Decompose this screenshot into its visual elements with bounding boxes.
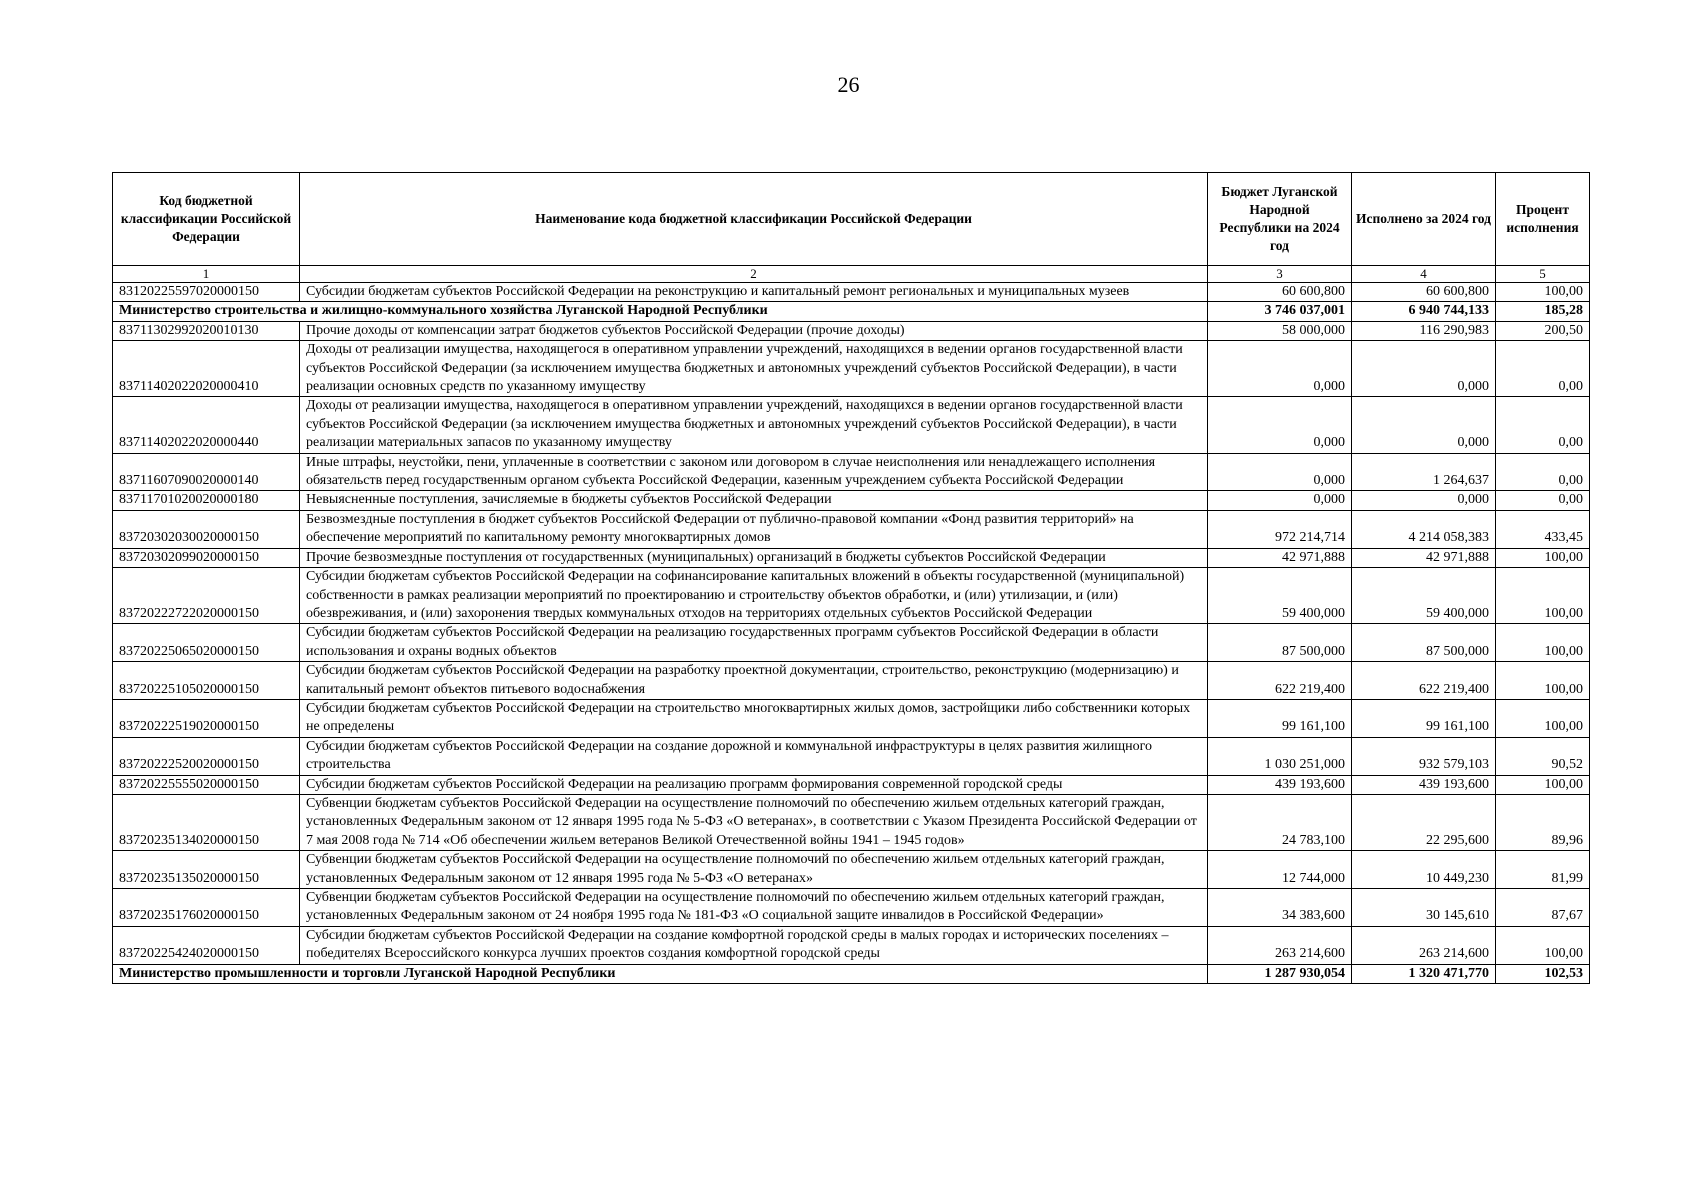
code-name: Невыясненные поступления, зачисляемые в бюджеты субъектов Российской Федерации	[300, 491, 1208, 510]
budget-code: 83720222519020000150	[113, 699, 300, 737]
section-title: Министерство строительства и жилищно-коммунального хозяйства Луганской Народной Республики	[113, 302, 1208, 321]
code-name: Субсидии бюджетам субъектов Российской Федерации на разработку проектной документации, строительство, реконструкцию (модернизацию) и капитальный ремонт объектов питьевого водоснабжения	[300, 662, 1208, 700]
executed-value: 6 940 744,133	[1352, 302, 1496, 321]
budget-code: 83720235176020000150	[113, 889, 300, 927]
code-name: Субсидии бюджетам субъектов Российской Федерации на создание комфортной городской среды в малых городах и исторических поселениях – победителях Всероссийского конкурса лучших проектов создания комфортной городской среды	[300, 926, 1208, 964]
code-name: Безвозмездные поступления в бюджет субъектов Российской Федерации от публично-правовой компании «Фонд развития территорий» на обеспечение мероприятий по капитальному ремонту многоквартирных домов	[300, 510, 1208, 548]
budget-value: 12 744,000	[1208, 851, 1352, 889]
table-row	[113, 737, 1590, 775]
budget-value: 59 400,000	[1208, 568, 1352, 624]
section-total-row	[113, 964, 1590, 983]
executed-value: 0,000	[1352, 491, 1496, 510]
table-row	[113, 491, 1590, 510]
header-code: Код бюджетной классификации Российской Федерации	[113, 173, 300, 266]
code-name: Иные штрафы, неустойки, пени, уплаченные в соответствии с законом или договором в случае неисполнения или ненадлежащего исполнения обязательств перед государственным органом субъекта Российской Федерации, казенным учреждением субъекта Российской Федерации	[300, 453, 1208, 491]
executed-value: 4 214 058,383	[1352, 510, 1496, 548]
budget-code: 83720225105020000150	[113, 662, 300, 700]
executed-value: 932 579,103	[1352, 737, 1496, 775]
table-row	[113, 548, 1590, 567]
code-name: Субсидии бюджетам субъектов Российской Федерации на строительство многоквартирных жилых домов, застройщики либо собственники которых не определены	[300, 699, 1208, 737]
percent-value: 0,00	[1496, 397, 1590, 453]
table-body	[113, 283, 1590, 984]
budget-value: 263 214,600	[1208, 926, 1352, 964]
header-executed: Исполнено за 2024 год	[1352, 173, 1496, 266]
code-name: Субсидии бюджетам субъектов Российской Федерации на реализацию программ формирования современной городской среды	[300, 775, 1208, 794]
budget-value: 0,000	[1208, 341, 1352, 397]
table-row	[113, 889, 1590, 927]
budget-code: 83720235134020000150	[113, 794, 300, 850]
table-row	[113, 341, 1590, 397]
table-row	[113, 453, 1590, 491]
code-name: Доходы от реализации имущества, находящегося в оперативном управлении учреждений, находящихся в ведении органов государственной власти субъектов Российской Федерации (за исключением имущества бюджетных и автономных учреждений субъектов Российской Федерации), в части реализации основных средств по указанному имуществу	[300, 341, 1208, 397]
executed-value: 59 400,000	[1352, 568, 1496, 624]
column-numbers-row	[113, 266, 1590, 283]
header-name: Наименование кода бюджетной классификации Российской Федерации	[300, 173, 1208, 266]
budget-value: 58 000,000	[1208, 321, 1352, 340]
percent-value: 185,28	[1496, 302, 1590, 321]
budget-value: 0,000	[1208, 453, 1352, 491]
budget-value: 24 783,100	[1208, 794, 1352, 850]
code-name: Субсидии бюджетам субъектов Российской Федерации на софинансирование капитальных вложений в объекты государственной (муниципальной) собственности в рамках реализации мероприятий по проектированию и строительству объектов обработки, и (или) утилизации, и (или) обезвреживания, и (или) захоронения твердых коммунальных отходов на территориях отдельных субъектов Российской Федерации	[300, 568, 1208, 624]
percent-value: 0,00	[1496, 341, 1590, 397]
budget-value: 972 214,714	[1208, 510, 1352, 548]
percent-value: 433,45	[1496, 510, 1590, 548]
budget-code: 83720235135020000150	[113, 851, 300, 889]
budget-value: 60 600,800	[1208, 283, 1352, 302]
budget-value: 1 287 930,054	[1208, 964, 1352, 983]
executed-value: 99 161,100	[1352, 699, 1496, 737]
code-name: Субсидии бюджетам субъектов Российской Федерации на создание дорожной и коммунальной инфраструктуры в целях развития жилищного строительства	[300, 737, 1208, 775]
executed-value: 116 290,983	[1352, 321, 1496, 340]
column-number: 5	[1496, 266, 1590, 283]
code-name: Субвенции бюджетам субъектов Российской Федерации на осуществление полномочий по обеспечению жильем отдельных категорий граждан, установленных Федеральным законом от 12 января 1995 года № 5-ФЗ «О ветеранах», в соответствии с Указом Президента Российской Федерации от 7 мая 2008 года № 714 «Об обеспечении жильем ветеранов Великой Отечественной войны 1941 – 1945 годов»	[300, 794, 1208, 850]
column-number: 2	[300, 266, 1208, 283]
table-row	[113, 926, 1590, 964]
budget-value: 439 193,600	[1208, 775, 1352, 794]
percent-value: 102,53	[1496, 964, 1590, 983]
budget-code: 83711402022020000410	[113, 341, 300, 397]
executed-value: 263 214,600	[1352, 926, 1496, 964]
budget-code: 83720302099020000150	[113, 548, 300, 567]
executed-value: 42 971,888	[1352, 548, 1496, 567]
code-name: Субсидии бюджетам субъектов Российской Федерации на реконструкцию и капитальный ремонт региональных и муниципальных музеев	[300, 283, 1208, 302]
executed-value: 30 145,610	[1352, 889, 1496, 927]
percent-value: 0,00	[1496, 453, 1590, 491]
table-row	[113, 321, 1590, 340]
percent-value: 90,52	[1496, 737, 1590, 775]
table-row	[113, 568, 1590, 624]
code-name: Субвенции бюджетам субъектов Российской Федерации на осуществление полномочий по обеспечению жильем отдельных категорий граждан, установленных Федеральным законом от 12 января 1995 года № 5-ФЗ «О ветеранах»	[300, 851, 1208, 889]
table-row	[113, 794, 1590, 850]
column-number: 3	[1208, 266, 1352, 283]
executed-value: 439 193,600	[1352, 775, 1496, 794]
percent-value: 100,00	[1496, 662, 1590, 700]
header-percent: Процент исполнения	[1496, 173, 1590, 266]
executed-value: 0,000	[1352, 341, 1496, 397]
budget-code: 83720222722020000150	[113, 568, 300, 624]
budget-value: 3 746 037,001	[1208, 302, 1352, 321]
code-name: Доходы от реализации имущества, находящегося в оперативном управлении учреждений, находящихся в ведении органов государственной власти субъектов Российской Федерации (за исключением имущества бюджетных и автономных учреждений субъектов Российской Федерации), в части реализации материальных запасов по указанному имуществу	[300, 397, 1208, 453]
percent-value: 100,00	[1496, 775, 1590, 794]
table-row	[113, 283, 1590, 302]
table-row	[113, 775, 1590, 794]
code-name: Прочие безвозмездные поступления от государственных (муниципальных) организаций в бюджеты субъектов Российской Федерации	[300, 548, 1208, 567]
executed-value: 1 264,637	[1352, 453, 1496, 491]
code-name: Субвенции бюджетам субъектов Российской Федерации на осуществление полномочий по обеспечению жильем отдельных категорий граждан, установленных Федеральным законом от 24 ноября 1995 года № 181-ФЗ «О социальной защите инвалидов в Российской Федерации»	[300, 889, 1208, 927]
budget-code: 83711701020020000180	[113, 491, 300, 510]
percent-value: 200,50	[1496, 321, 1590, 340]
percent-value: 100,00	[1496, 283, 1590, 302]
table-row	[113, 851, 1590, 889]
header-budget: Бюджет Луганской Народной Республики на 2024 год	[1208, 173, 1352, 266]
executed-value: 22 295,600	[1352, 794, 1496, 850]
budget-code: 83711607090020000140	[113, 453, 300, 491]
section-title: Министерство промышленности и торговли Луганской Народной Республики	[113, 964, 1208, 983]
executed-value: 87 500,000	[1352, 624, 1496, 662]
percent-value: 100,00	[1496, 699, 1590, 737]
budget-value: 34 383,600	[1208, 889, 1352, 927]
budget-value: 99 161,100	[1208, 699, 1352, 737]
code-name: Прочие доходы от компенсации затрат бюджетов субъектов Российской Федерации (прочие доходы)	[300, 321, 1208, 340]
percent-value: 89,96	[1496, 794, 1590, 850]
budget-value: 87 500,000	[1208, 624, 1352, 662]
budget-code: 83720225555020000150	[113, 775, 300, 794]
table-row	[113, 510, 1590, 548]
budget-code: 83711402022020000440	[113, 397, 300, 453]
budget-table	[112, 172, 1590, 984]
percent-value: 100,00	[1496, 926, 1590, 964]
executed-value: 0,000	[1352, 397, 1496, 453]
table-row	[113, 662, 1590, 700]
budget-code: 83120225597020000150	[113, 283, 300, 302]
budget-value: 1 030 251,000	[1208, 737, 1352, 775]
percent-value: 100,00	[1496, 568, 1590, 624]
budget-value: 0,000	[1208, 491, 1352, 510]
budget-code: 83720225065020000150	[113, 624, 300, 662]
executed-value: 1 320 471,770	[1352, 964, 1496, 983]
budget-code: 83720225424020000150	[113, 926, 300, 964]
section-total-row	[113, 302, 1590, 321]
percent-value: 0,00	[1496, 491, 1590, 510]
executed-value: 10 449,230	[1352, 851, 1496, 889]
column-number: 4	[1352, 266, 1496, 283]
page-number: 26	[837, 72, 860, 97]
percent-value: 100,00	[1496, 548, 1590, 567]
budget-code: 83720302030020000150	[113, 510, 300, 548]
budget-code: 83711302992020010130	[113, 321, 300, 340]
table-row	[113, 397, 1590, 453]
table-header-row	[113, 173, 1590, 266]
table-row	[113, 699, 1590, 737]
executed-value: 60 600,800	[1352, 283, 1496, 302]
table-row	[113, 624, 1590, 662]
budget-value: 0,000	[1208, 397, 1352, 453]
percent-value: 100,00	[1496, 624, 1590, 662]
budget-value: 622 219,400	[1208, 662, 1352, 700]
executed-value: 622 219,400	[1352, 662, 1496, 700]
percent-value: 87,67	[1496, 889, 1590, 927]
code-name: Субсидии бюджетам субъектов Российской Федерации на реализацию государственных программ субъектов Российской Федерации в области использования и охраны водных объектов	[300, 624, 1208, 662]
column-number: 1	[113, 266, 300, 283]
percent-value: 81,99	[1496, 851, 1590, 889]
budget-value: 42 971,888	[1208, 548, 1352, 567]
budget-code: 83720222520020000150	[113, 737, 300, 775]
